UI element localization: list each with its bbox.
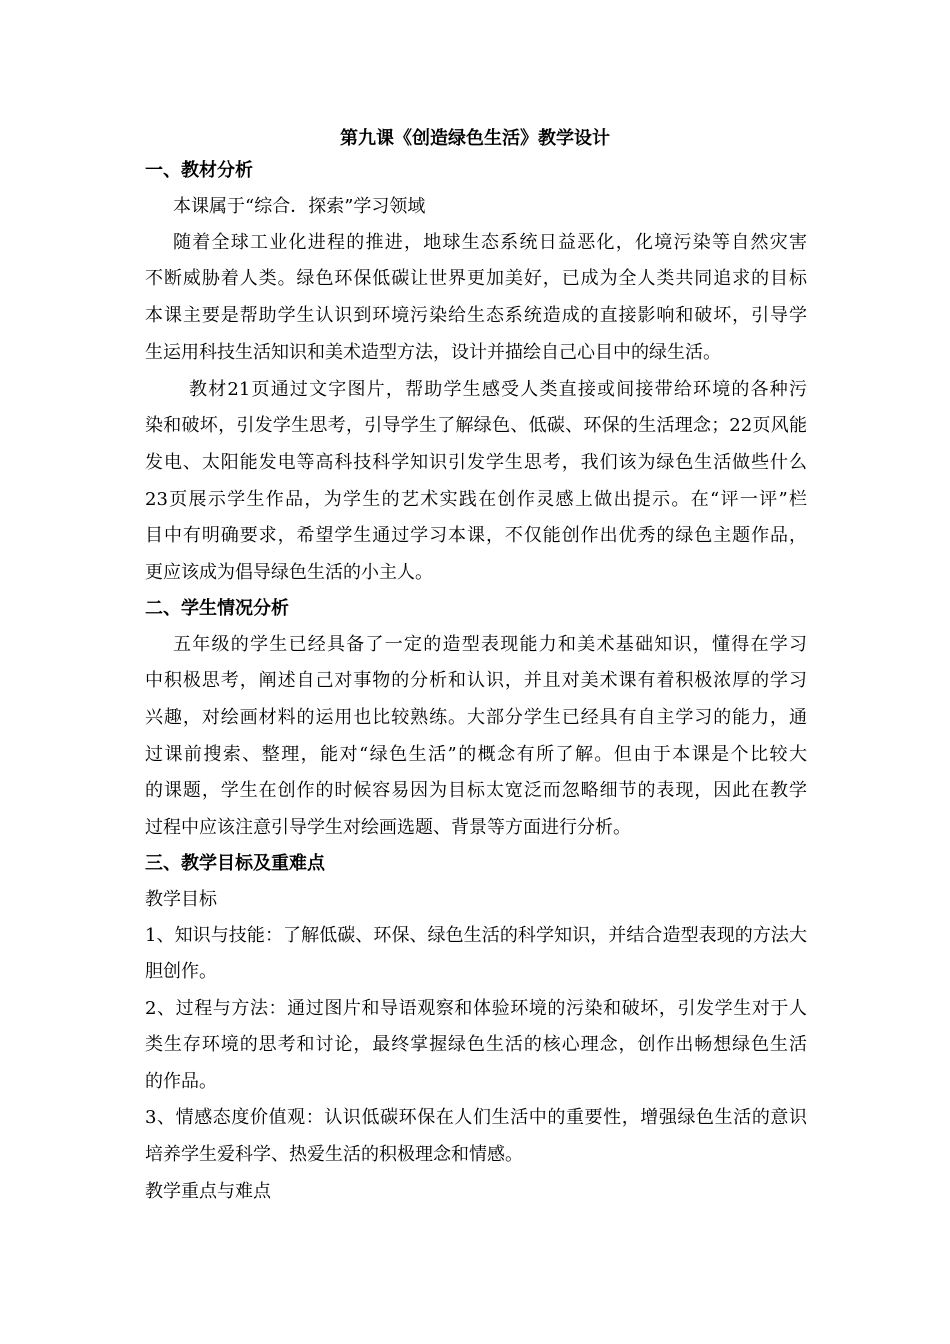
paragraph-line: 发电、太阳能发电等高科技科学知识引发学生思考，我们该为绿色生活做些什么: [145, 452, 807, 473]
paragraph-line: 2、过程与方法：通过图片和导语观察和体验环境的污染和破坏，引发学生对于人: [145, 998, 807, 1019]
paragraph-line: 不断威胁着人类。绿色环保低碳让世界更加美好，已成为全人类共同追求的目标: [145, 268, 807, 289]
paragraph-line: 五年级的学生已经具备了一定的造型表现能力和美术基础知识，懂得在学习: [173, 634, 807, 655]
paragraph-line: 23页展示学生作品，为学生的艺术实践在创作灵感上做出提示。在“评一评”栏: [145, 489, 807, 510]
paragraph-line: 兴趣，对绘画材料的运用也比较熟练。大部分学生已经具有自主学习的能力，通: [145, 707, 807, 728]
paragraph-line: 本课属于“综合．探索”学习领域: [173, 196, 426, 217]
paragraph-line: 类生存环境的思考和讨论，最终掌握绿色生活的核心理念，创作出畅想绿色生活: [145, 1034, 807, 1055]
paragraph-line: 3、情感态度价值观：认识低碳环保在人们生活中的重要性，增强绿色生活的意识: [145, 1107, 807, 1128]
paragraph-line: 的作品。: [145, 1071, 217, 1092]
paragraph-line: 教材21页通过文字图片，帮助学生感受人类直接或间接带给环境的各种污: [189, 379, 807, 400]
section-heading-student-analysis: 二、学生情况分析: [145, 598, 289, 619]
paragraph-line: 生运用科技生活知识和美术造型方法，设计并描绘自己心目中的绿生活。: [145, 342, 721, 363]
paragraph-line: 本课主要是帮助学生认识到环境污染给生态系统造成的直接影响和破坏，引导学: [145, 305, 807, 326]
paragraph-line: 过程中应该注意引导学生对绘画选题、背景等方面进行分析。: [145, 817, 631, 838]
section-heading-textbook-analysis: 一、教材分析: [145, 160, 253, 181]
paragraph-line: 过课前搜索、整理，能对“绿色生活”的概念有所了解。但由于本课是个比较大: [145, 744, 807, 765]
paragraph-line: 中积极思考，阐述自己对事物的分析和认识，并且对美术课有着积极浓厚的学习: [145, 670, 807, 691]
paragraph-line: 更应该成为倡导绿色生活的小主人。: [145, 562, 433, 583]
paragraph-line: 胆创作。: [145, 961, 217, 982]
section-heading-teaching-goals: 三、教学目标及重难点: [145, 853, 325, 874]
subheading-key-points: 教学重点与难点: [145, 1181, 271, 1202]
document-title: 第九课《创造绿色生活》教学设计: [340, 128, 610, 149]
paragraph-line: 染和破坏，引发学生思考，引导学生了解绿色、低碳、环保的生活理念；22页风能: [145, 415, 807, 436]
subheading-teaching-goals: 教学目标: [145, 889, 217, 910]
paragraph-line: 目中有明确要求，希望学生通过学习本课，不仅能创作出优秀的绿色主题作品，: [145, 525, 807, 546]
paragraph-line: 培养学生爱科学、热爱生活的积极理念和情感。: [145, 1144, 523, 1165]
paragraph-line: 1、知识与技能：了解低碳、环保、绿色生活的科学知识，并结合造型表现的方法大: [145, 925, 807, 946]
paragraph-line: 随着全球工业化进程的推进，地球生态系统日益恶化，化境污染等自然灾害: [173, 232, 807, 253]
paragraph-line: 的课题，学生在创作的时候容易因为目标太宽泛而忽略细节的表现，因此在教学: [145, 780, 807, 801]
